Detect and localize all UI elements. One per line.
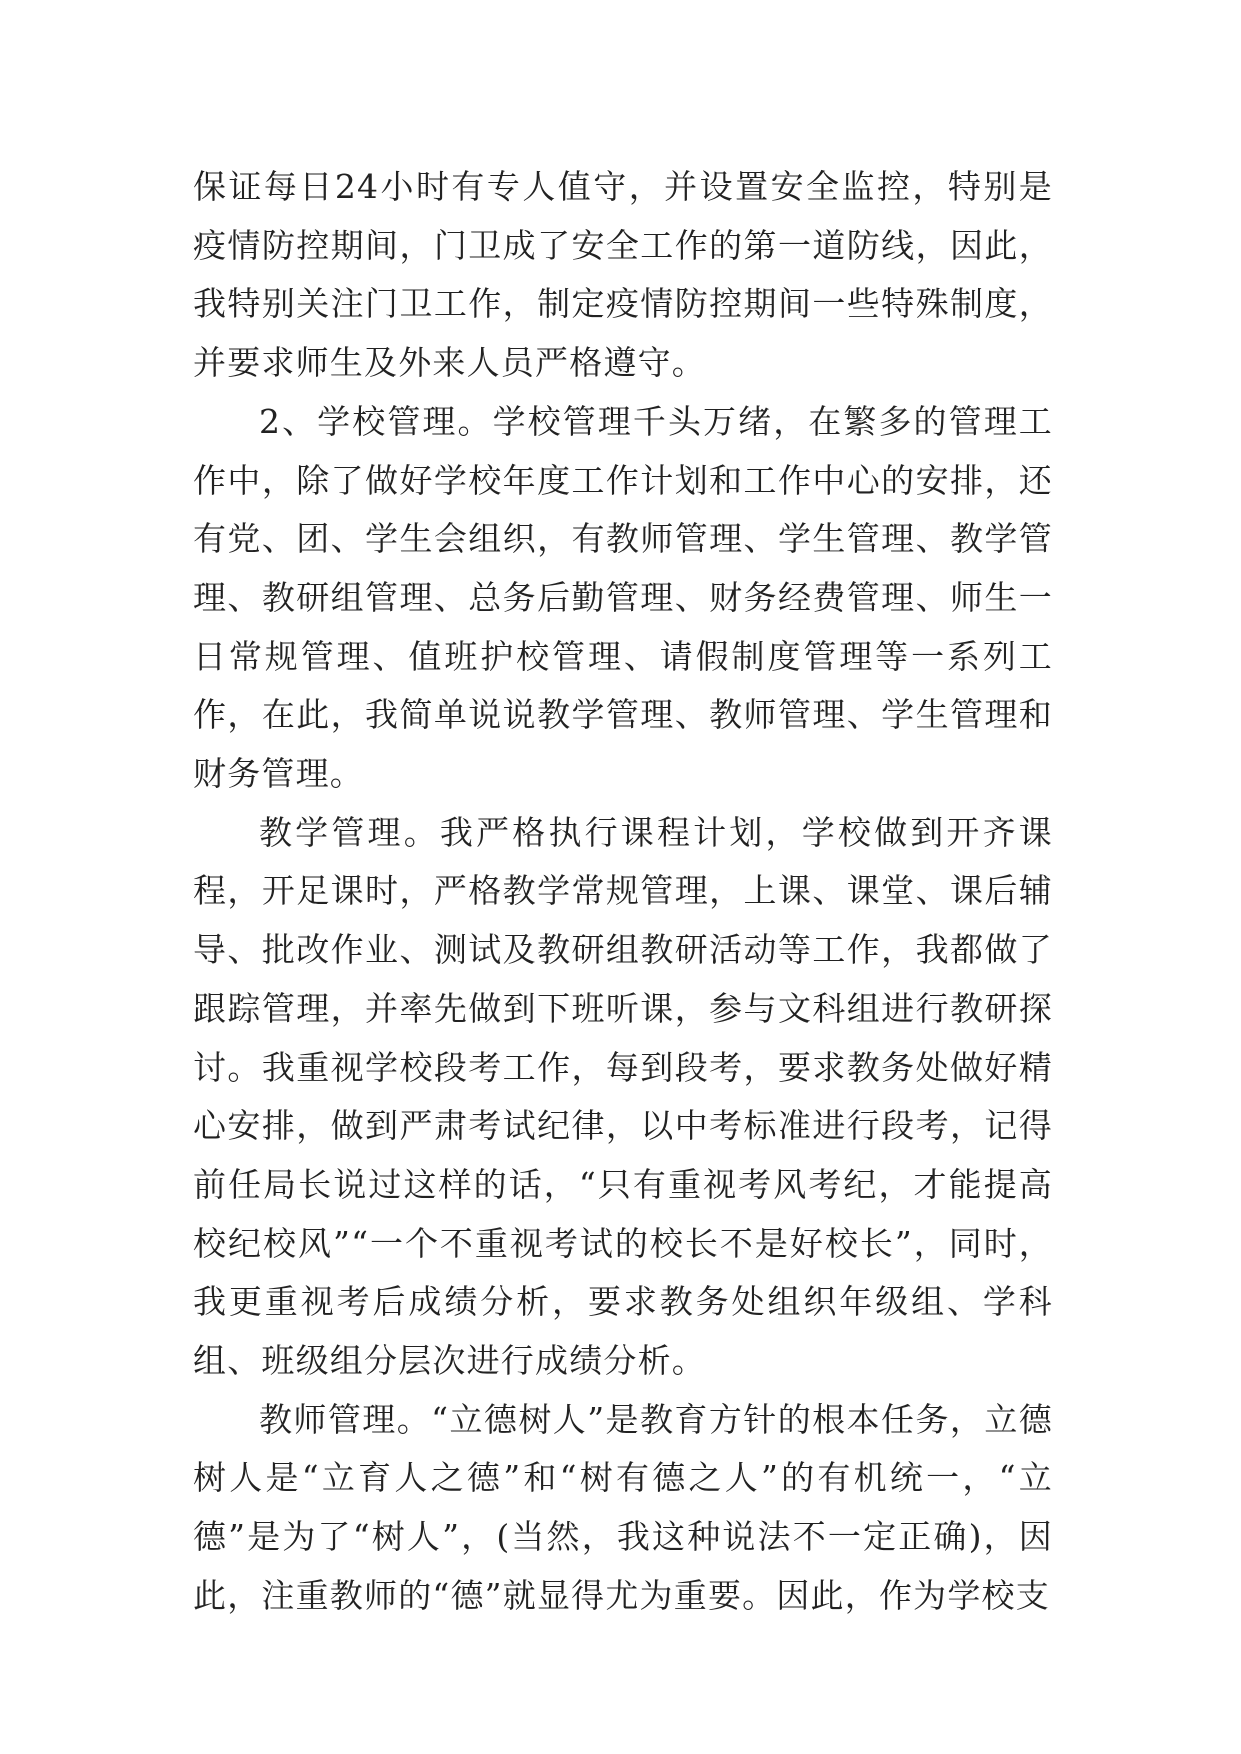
document-body (193, 158, 1053, 1626)
paragraph-4: 教师管理。“立德树人”是教育方针的根本任务，立德树人是“立育人之德”和“树有德之人”的有机统一，“立德”是为了“树人”，(当然，我这种说法不一定正确)，因此，注重教师的“德”就显得尤为重要。因此，作为学校支 (193, 1399, 1053, 1615)
paragraph-3: 教学管理。我严格执行课程计划，学校做到开齐课程，开足课时，严格教学常规管理，上课、课堂、课后辅导、批改作业、测试及教研组教研活动等工作，我都做了跟踪管理，并率先做到下班听课，参与文科组进行教研探讨。我重视学校段考工作，每到段考，要求教务处做好精心安排，做到严肃考试纪律，以中考标准进行段考，记得前任局长说过这样的话，“只有重视考风考纪，才能提高校纪校风”“一个不重视考试的校长不是好校长”，同时，我更重视考后成绩分析，要求教务处组织年级组、学科组、班级组分层次进行成绩分析。 (193, 812, 1053, 1381)
paragraph-2: 2、学校管理。学校管理千头万绪，在繁多的管理工作中，除了做好学校年度工作计划和工作中心的安排，还有党、团、学生会组织，有教师管理、学生管理、教学管理、教研组管理、总务后勤管理、财务经费管理、师生一日常规管理、值班护校管理、请假制度管理等一系列工作，在此，我简单说说教学管理、教师管理、学生管理和财务管理。 (193, 401, 1053, 794)
paragraph-1: 保证每日24小时有专人值守，并设置安全监控，特别是疫情防控期间，门卫成了安全工作的第一道防线，因此，我特别关注门卫工作，制定疫情防控期间一些特殊制度，并要求师生及外来人员严格遵守。 (193, 167, 1053, 383)
